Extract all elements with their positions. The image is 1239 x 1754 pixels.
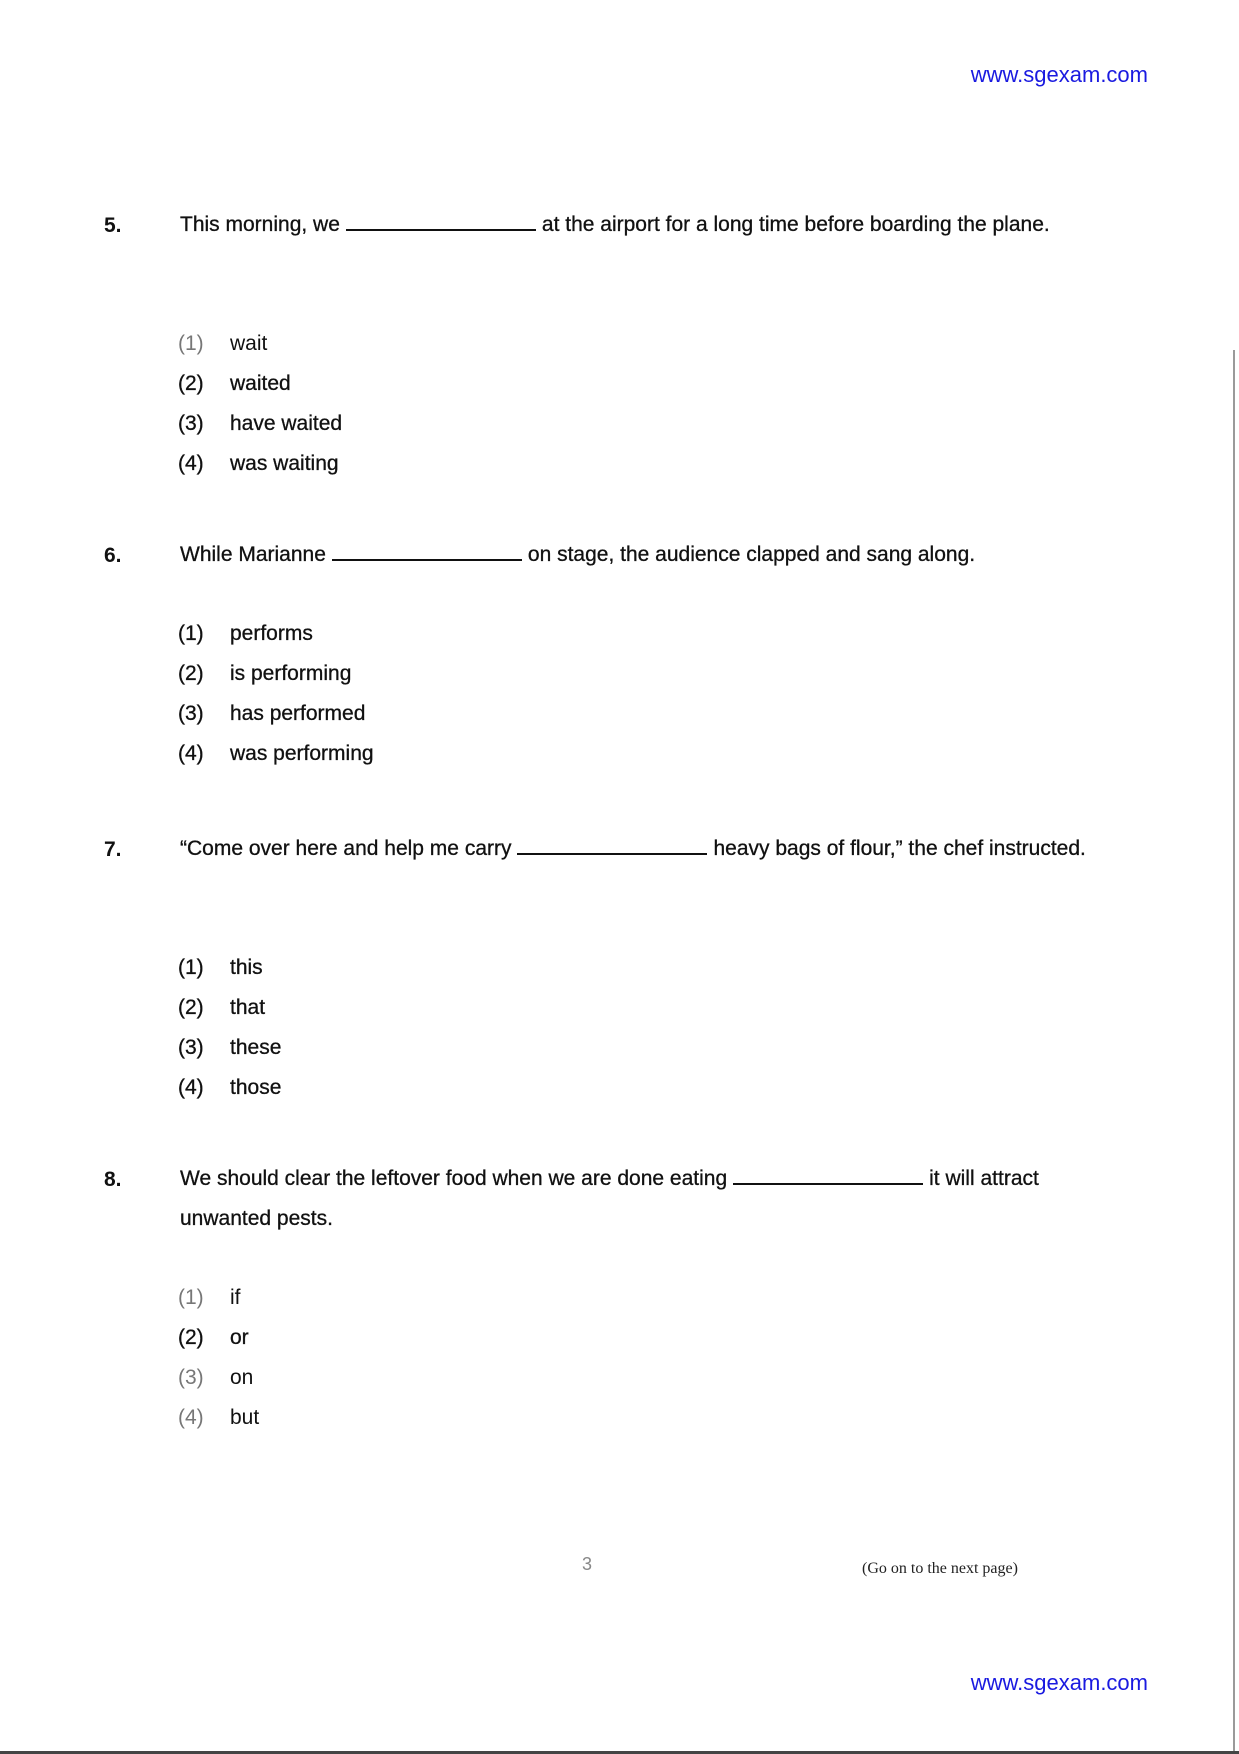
option-1[interactable] (178, 948, 281, 988)
option-text: if (230, 1286, 241, 1309)
option-2[interactable] (178, 364, 342, 404)
answer-options (178, 948, 281, 1108)
option-number: (1) (178, 956, 204, 979)
option-number: (3) (178, 702, 204, 725)
question-stem-after: it will attract unwanted pests. (180, 1167, 1039, 1230)
option-text: is performing (230, 662, 352, 685)
option-4[interactable] (178, 1068, 281, 1108)
option-number: (4) (178, 742, 204, 765)
question-stem-before: This morning, we (180, 213, 340, 236)
option-number: (3) (178, 412, 204, 435)
option-number: (4) (178, 452, 204, 475)
answer-options (178, 324, 342, 484)
answer-blank (346, 211, 536, 231)
option-text: has performed (230, 702, 366, 725)
question-stem-after: on stage, the audience clapped and sang along. (527, 543, 976, 566)
option-1[interactable] (178, 324, 342, 364)
next-page-note: (Go on to the next page) (862, 1560, 1018, 1577)
option-3[interactable] (178, 1358, 259, 1398)
question-text (180, 535, 1090, 575)
answer-blank (332, 541, 522, 561)
option-text: but (230, 1406, 260, 1429)
option-text: these (230, 1036, 282, 1059)
option-number: (4) (178, 1076, 204, 1099)
question-stem-after: heavy bags of flour,” the chef instructed. (713, 837, 1086, 860)
question-number: 8. (104, 1168, 122, 1191)
option-4[interactable] (178, 444, 342, 484)
option-number: (2) (178, 996, 204, 1019)
answer-options (178, 1278, 259, 1438)
option-text: was waiting (230, 452, 339, 475)
option-text: performs (230, 622, 313, 645)
option-number: (3) (178, 1036, 204, 1059)
option-text: have waited (230, 412, 343, 435)
page-number: 3 (582, 1554, 593, 1574)
option-number: (2) (178, 662, 204, 685)
option-number: (1) (178, 332, 204, 355)
question-number: 5. (104, 214, 122, 237)
option-text: those (230, 1076, 282, 1099)
question-text (180, 205, 1090, 245)
question-stem-after: at the airport for a long time before boarding the plane. (541, 213, 1050, 236)
scan-edge-right (1233, 350, 1235, 1754)
answer-options (178, 614, 374, 774)
option-number: (1) (178, 1286, 204, 1309)
option-text: was performing (230, 742, 374, 765)
option-text: waited (230, 372, 291, 395)
option-3[interactable] (178, 694, 374, 734)
option-2[interactable] (178, 654, 374, 694)
option-text: this (230, 956, 263, 979)
option-2[interactable] (178, 1318, 259, 1358)
option-text: wait (230, 332, 268, 355)
option-number: (4) (178, 1406, 204, 1429)
option-3[interactable] (178, 1028, 281, 1068)
option-4[interactable] (178, 1398, 259, 1438)
question-text (180, 829, 1090, 869)
option-text: or (230, 1326, 249, 1349)
answer-blank (517, 835, 707, 855)
option-number: (2) (178, 1326, 204, 1349)
question-stem-before: “Come over here and help me carry (180, 837, 512, 860)
question-number: 7. (104, 838, 122, 861)
option-text: on (230, 1366, 254, 1389)
option-2[interactable] (178, 988, 281, 1028)
question-stem-before: While Marianne (180, 543, 326, 566)
option-text: that (230, 996, 266, 1019)
option-1[interactable] (178, 614, 374, 654)
option-4[interactable] (178, 734, 374, 774)
answer-blank (733, 1165, 923, 1185)
question-stem-before: We should clear the leftover food when we are done eating (180, 1167, 728, 1190)
site-link-header[interactable]: www.sgexam.com (970, 62, 1148, 87)
option-number: (2) (178, 372, 204, 395)
question-text (180, 1159, 1090, 1239)
option-number: (3) (178, 1366, 204, 1389)
option-1[interactable] (178, 1278, 259, 1318)
question-number: 6. (104, 544, 122, 567)
option-3[interactable] (178, 404, 342, 444)
option-number: (1) (178, 622, 204, 645)
site-link-footer[interactable]: www.sgexam.com (970, 1670, 1148, 1695)
